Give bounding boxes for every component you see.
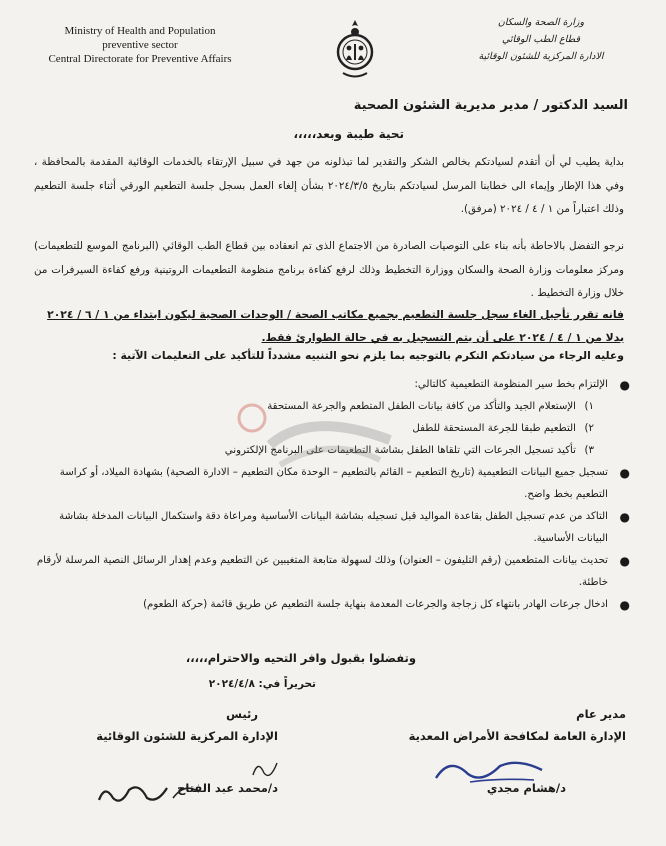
list-item <box>36 506 636 550</box>
signatory-title: رئيس <box>226 707 258 721</box>
sub-step: ٢)التطعيم طبقا للجرعة المستحقة للطفل <box>412 423 594 434</box>
watermark-logo-icon <box>230 390 400 480</box>
decision-line-2: بدلا من ١ / ٤ / ٢٠٢٤ على أن يتم التسجيل به في حالة الطوارئ فقط. <box>261 331 624 344</box>
instruction-text: التاكد من عدم تسجيل الطفل بقاعدة المواليد قبل تسجيله بشاشة البيانات الأساسية ومراعاة دقة واستكمال البيانات المدخلة بشاشة البيانات الأساسية. <box>59 511 608 544</box>
bullet-icon: ● <box>619 466 630 480</box>
signatory-department: الإدارة العامة لمكافحة الأمراض المعدية <box>408 729 626 743</box>
ministry-logo-icon <box>335 18 375 84</box>
signatory-department: الإدارة المركزية للشئون الوقائية <box>96 729 278 743</box>
decision-text <box>29 303 624 349</box>
paragraph-notice: نرجو التفضل بالاحاطة بأنه بناء على التوصيات الصادرة من الاجتماع الذى تم انعقاده بين قطاع الطب الوقائي (البرنامج الموسع للتطعيمات) ومركز معلومات وزارة الصحة والسكان ووزارة التخطيط وذلك لرفع كفاءة برنامج منظومة التطعيمات الروتينية ورفع كفاءة السيرفرات من خلال وزارة التخطيط . <box>34 240 624 299</box>
header-en-line-3: Central Directorate for Preventive Affairs <box>48 53 232 65</box>
instructions-intro: وعليه الرجاء من سيادتكم التكرم بالتوجيه بما يلزم نحو التنبيه مشدداً للتأكيد على التعليمات الآتية : <box>112 349 624 362</box>
decision-line-1: فانه تقرر تأجيل الغاء سجل جلسة التطعيم بجميع مكاتب الصحة / الوحدات الصحية ليكون ابتداء من ١ / ٦ / ٢٠٢٤ <box>47 308 624 321</box>
sub-step: ٣)تأكيد تسجيل الجرعات التي تلقاها الطفل بشاشة التطعيمات على البرنامج الإلكتروني <box>224 445 594 456</box>
signatory-name: د/هشام مجدي <box>486 781 566 795</box>
header-en-line-2: preventive sector <box>102 39 178 51</box>
bullet-icon: ● <box>619 554 630 568</box>
instruction-text: تحديث بيانات المتطعمين (رقم التليفون – العنوان) وذلك لسهولة متابعة المتغيبين عن التطعيم وعدم إهدار الرسائل النصية المرسلة لأرقام خاطئة. <box>36 555 608 588</box>
signatory-title: مدير عام <box>576 707 626 721</box>
sub-step: ١)الإستعلام الجيد والتأكد من كافة بيانات الطفل المتطعم والجرعة المستحقة <box>267 401 594 412</box>
header-arabic <box>456 14 626 65</box>
header-ar-line-1: وزارة الصحة والسكان <box>497 17 585 28</box>
header-ar-line-2: قطاع الطب الوقائي <box>501 34 581 45</box>
header-ar-line-3: الادارة المركزية للشئون الوقائية <box>478 51 604 62</box>
header-en-line-1: Ministry of Health and Population <box>64 25 216 37</box>
list-item <box>36 550 636 594</box>
header-english <box>30 24 250 66</box>
bullet-icon: ● <box>619 510 630 524</box>
bullet-icon: ● <box>619 378 630 392</box>
greeting: تحية طيبة وبعد،،،،، <box>293 127 404 141</box>
instruction-text: تسجيل جميع البيانات التطعيمية (تاريخ التطعيم – القائم بالتطعيم – الوحدة مكان التطعيم – الادارة الصحية) بشهادة الميلاد، أو كراسة التطعيم بخط واضح. <box>59 467 608 500</box>
instruction-text: ادخال جرعات الهادر بانتهاء كل زجاجة والجرعات المعدمة بنهاية جلسة التطعيم عن طريق قائمة (حركة الطعوم) <box>143 599 608 610</box>
initials-icon <box>250 755 280 783</box>
handwritten-signature-icon <box>95 778 205 808</box>
signatory-name: د/محمد عبد الفتاح <box>177 781 278 795</box>
bullet-icon: ● <box>619 598 630 612</box>
paragraph-intro: بداية يطيب لي أن أتقدم لسيادتكم بخالص الشكر والتقدير لما تبذلونه من جهد في سبيل الإرتقاء بالخدمات الوقائية المقدمة بالمحافظة ، وفي هذا الإطار وإيماء الى خطابنا المرسل لسيادتكم بتاريخ ٢٠٢٤/٣/٥ بشأن إلغاء العمل بسجل جلسة التطعيم الورقي أثناء جلسة التطعيم وذلك اعتباراً من ١ / ٤ / ٢٠٢٤ (مرفق). <box>34 156 624 215</box>
instruction-text: الإلتزام بخط سير المنظومة التطعيمية كالتالي: <box>414 379 608 390</box>
list-item <box>36 594 636 616</box>
closing-remark: وتفضلوا بقبول وافر التحيه والاحترام،،،،، <box>185 651 416 665</box>
addressee: السيد الدكتور / مدير مديرية الشئون الصحية <box>353 98 628 113</box>
handwritten-signature-icon <box>430 752 550 788</box>
issue-date: تحريراً في: ٢٠٢٤/٤/٨ <box>208 678 316 690</box>
